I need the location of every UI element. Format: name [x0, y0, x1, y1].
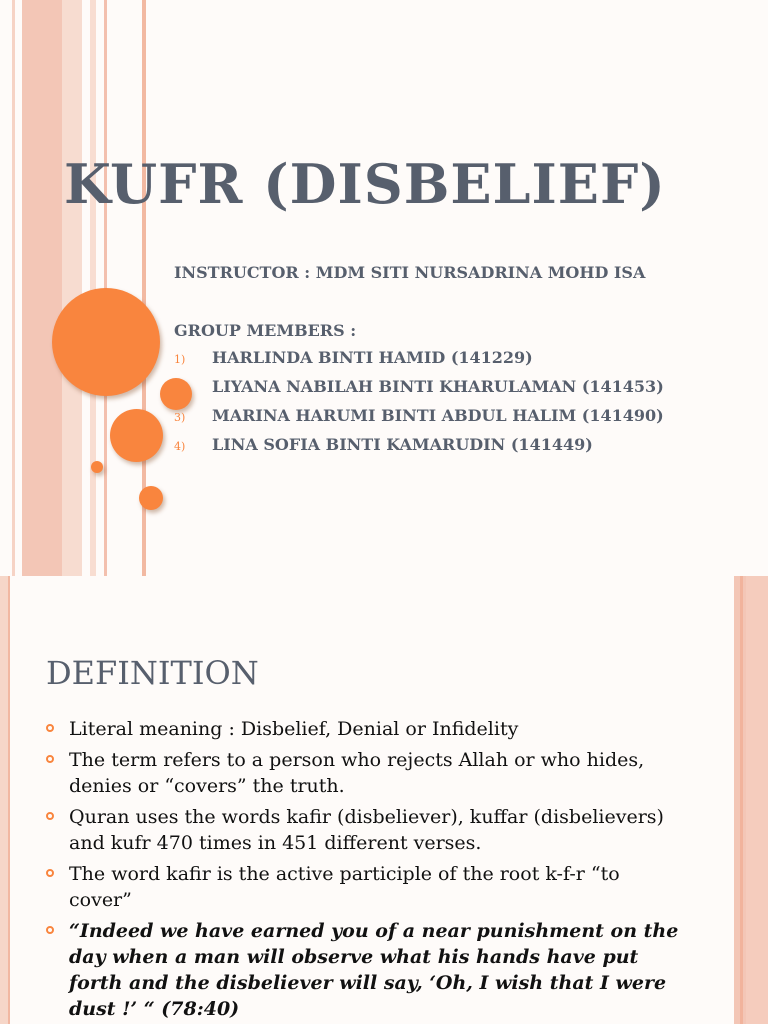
decorative-circle: [160, 378, 192, 410]
bullet-circle-icon: [46, 724, 54, 732]
bullet-text: The word kafir is the active participle of the root k-f-r “to cover”: [69, 863, 620, 911]
bullet-circle-icon: [46, 926, 54, 934]
member-name: HARLINDA BINTI HAMID (141229): [212, 348, 533, 367]
definition-bullets: [46, 716, 686, 1024]
member-number: 1): [174, 353, 186, 366]
bullet-text: Literal meaning : Disbelief, Denial or Infidelity: [69, 718, 519, 740]
decorative-circle: [91, 461, 103, 473]
bullet-item: [46, 861, 686, 913]
bullet-item: [46, 716, 686, 742]
decorative-stripe: [740, 576, 743, 1024]
decorative-stripe: [8, 576, 10, 1024]
member-number: 4): [174, 440, 186, 453]
bullet-text: “Indeed we have earned you of a near punishment on the day when a man will observe what his hands have put forth and the disbeliever will say, ‘Oh, I wish that I were dust !’ “ (78:40): [69, 920, 679, 1020]
definition-slide: [0, 576, 768, 1024]
decorative-stripe: [746, 576, 768, 1024]
bullet-circle-icon: [46, 869, 54, 877]
bullet-circle-icon: [46, 755, 54, 763]
bullet-item: [46, 804, 686, 856]
decorative-circle: [52, 288, 160, 396]
bullet-circle-icon: [46, 812, 54, 820]
bullet-item-quote: [46, 918, 686, 1022]
decorative-stripe: [62, 0, 82, 576]
instructor-line: INSTRUCTOR : MDM SITI NURSADRINA MOHD ISA: [174, 263, 646, 282]
group-members-heading: GROUP MEMBERS :: [174, 321, 357, 340]
member-name: MARINA HARUMI BINTI ABDUL HALIM (141490): [212, 406, 664, 425]
member-name: LINA SOFIA BINTI KAMARUDIN (141449): [212, 435, 593, 454]
bullet-item: [46, 747, 686, 799]
member-number: 3): [174, 411, 186, 424]
slide-title: KUFR (DISBELIEF): [64, 152, 666, 216]
definition-title: DEFINITION: [46, 654, 259, 692]
member-name: LIYANA NABILAH BINTI KHARULAMAN (141453): [212, 377, 664, 396]
decorative-circle: [110, 409, 163, 462]
decorative-stripe: [0, 576, 8, 1024]
bullet-text: The term refers to a person who rejects Allah or who hides, denies or “covers” the truth.: [69, 749, 645, 797]
bullet-text: Quran uses the words kafir (disbeliever), kuffar (disbelievers) and kufr 470 times in 451 different verses.: [69, 806, 664, 854]
decorative-stripe: [12, 0, 15, 576]
decorative-circle: [139, 486, 163, 510]
decorative-stripe: [22, 0, 62, 576]
